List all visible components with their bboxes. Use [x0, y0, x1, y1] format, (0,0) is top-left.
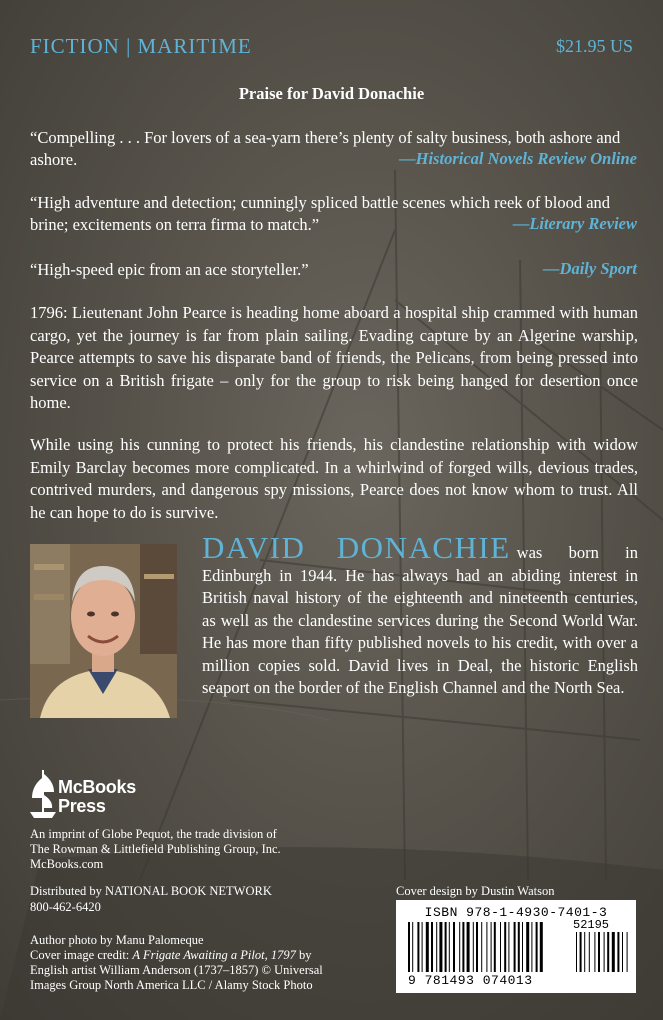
- imprint-line-1: An imprint of Globe Pequot, the trade division of: [30, 827, 277, 841]
- logo-text-line1: McBooks: [58, 777, 136, 797]
- cover-credit-line-2: English artist William Anderson (1737–1857) © Universal: [30, 963, 323, 977]
- barcode-bar: [491, 922, 492, 972]
- price-barcode-bar: [589, 932, 590, 972]
- barcode-bar: [453, 922, 455, 972]
- barcode-bar: [494, 922, 496, 972]
- author-photo: [30, 544, 177, 718]
- barcode-bar: [412, 922, 413, 972]
- barcode-bar: [462, 922, 464, 972]
- price-barcode-bar: [627, 932, 628, 972]
- barcode-bar: [439, 922, 442, 972]
- barcode-bar: [514, 922, 516, 972]
- barcode-bar: [445, 922, 447, 972]
- price-barcode-bar: [576, 932, 577, 972]
- cover-credit-line-3: Images Group North America LLC / Alamy Stock Photo: [30, 978, 313, 992]
- price-barcode-bar: [594, 932, 595, 972]
- price-barcode-bar: [607, 932, 609, 972]
- barcode-bar: [473, 922, 474, 972]
- barcode-bar: [476, 922, 478, 972]
- publisher-logo: [28, 768, 148, 820]
- quote-2: “High adventure and detection; cunningly spliced battle scenes which reek of blood and brine; excitements on terra firma to match.”: [30, 193, 611, 234]
- price-barcode-bar: [580, 932, 582, 972]
- price-barcode-bar: [598, 932, 600, 972]
- publisher-website: McBooks.com: [30, 857, 104, 871]
- barcode-bar: [531, 922, 532, 972]
- price-label: $21.95 US: [555, 36, 633, 56]
- price-barcode-bar: [617, 932, 619, 972]
- distributor-phone: 800-462-6420: [30, 900, 101, 914]
- logo-text-line2: Press: [58, 796, 106, 816]
- barcode-bar: [467, 922, 470, 972]
- barcode-bar: [422, 922, 423, 972]
- price-code: 52195: [573, 918, 610, 932]
- price-barcode-bar: [622, 932, 623, 972]
- barcode-bar: [459, 922, 460, 972]
- isbn-barcode: [396, 900, 636, 993]
- author-bio-text: was born in Edinburgh in 1944. He has always had an abiding interest in British naval history of the eighteenth and nineteenth centuries, as well as the clandestine services during the Second World War. He has more than fifty published novels to his credit, with over a million copies sold. David lives in Deal, the historic English seaport on the border of the English Channel and the North Sea.: [202, 543, 638, 697]
- cover-credit-line-1: Cover image credit: A Frigate Awaiting a Pilot, 1797 by: [30, 948, 312, 962]
- barcode-bar: [417, 922, 419, 972]
- price-barcode-bar: [612, 932, 615, 972]
- author-photo-credit: Author photo by Manu Palomeque: [30, 933, 204, 947]
- cover-painting-title: A Frigate Awaiting a Pilot, 1797: [132, 948, 296, 962]
- quote-3-source: —Daily Sport: [543, 259, 637, 278]
- quote-1-source: —Historical Novels Review Online: [399, 149, 637, 168]
- quote-3: “High-speed epic from an ace storyteller.”: [30, 260, 309, 279]
- cover-design-credit: Cover design by Dustin Watson: [396, 884, 555, 898]
- author-bio: [202, 530, 638, 700]
- barcode-bar: [526, 922, 529, 972]
- barcode-bar: [449, 922, 450, 972]
- barcode-bar: [481, 922, 482, 972]
- price-barcode-bar: [604, 932, 605, 972]
- isbn-label: ISBN 978-1-4930-7401-3: [424, 905, 608, 920]
- quote-2-source: —Literary Review: [512, 214, 637, 233]
- barcode-bar: [408, 922, 410, 972]
- barcode-bar: [518, 922, 520, 972]
- barcode-bar: [540, 922, 543, 972]
- barcode-bar: [508, 922, 509, 972]
- distributor-line: Distributed by NATIONAL BOOK NETWORK: [30, 884, 272, 898]
- barcode-bar: [522, 922, 523, 972]
- barcode-bar: [436, 922, 437, 972]
- barcode-bar: [504, 922, 506, 972]
- ship-logo-icon: [28, 768, 58, 820]
- author-name: DAVID DONACHIE: [202, 530, 511, 565]
- praise-heading: Praise for David Donachie: [238, 84, 425, 103]
- barcode-bar: [486, 922, 487, 972]
- price-barcode-bar: [584, 932, 585, 972]
- ean-digits: 9 781493 074013: [408, 973, 533, 988]
- barcode-bar: [536, 922, 538, 972]
- barcode-bar: [431, 922, 433, 972]
- blurb-paragraph-2: While using his cunning to protect his friends, his clandestine relationship with widow Emily Barclay becomes more complicated. In a whirlwind of forged wills, devious trades, contrived murders, and dangerous spy missions, Pearce does not know whom to trust. All he can hope to do is survive.: [30, 435, 638, 522]
- barcode-bar: [500, 922, 501, 972]
- blurb-paragraph-1: 1796: Lieutenant John Pearce is heading home aboard a hospital ship crammed with human cargo, yet the journey is far from plain sailing. Evading capture by an Algerine warship, Pearce attempts to save his disparate band of friends, the Pelicans, from being pressed into service on a British frigate – only for the group to risk being hanged for desertion once home.: [30, 303, 638, 412]
- quote-1: “Compelling . . . For lovers of a sea-yarn there’s plenty of salty business, both ashore and ashore.: [30, 128, 621, 169]
- barcode-bar: [426, 922, 429, 972]
- imprint-line-2: The Rowman & Littlefield Publishing Group, Inc.: [30, 842, 281, 856]
- genre-label: FICTION | MARITIME: [30, 34, 252, 58]
